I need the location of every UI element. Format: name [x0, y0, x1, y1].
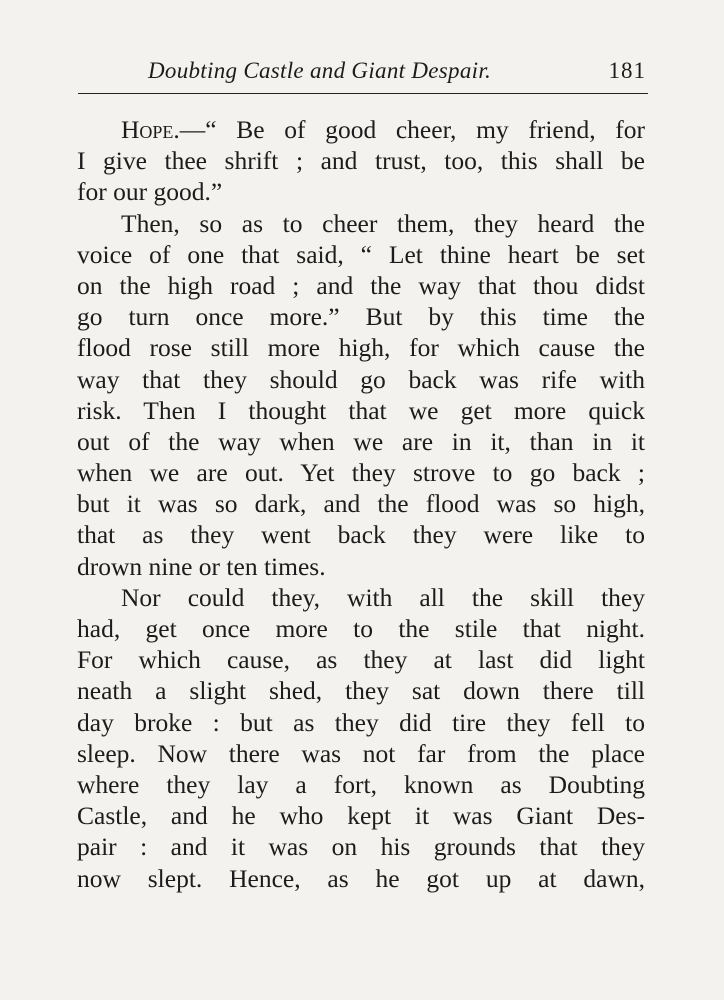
text-line: that as they went back they were like to: [77, 520, 645, 550]
text-line: sleep. Now there was not far from the place: [77, 738, 645, 768]
text-line: For which cause, as they at last did light: [77, 645, 645, 675]
text-line: for our good.”: [77, 177, 223, 207]
text-line: day broke : but as they did tire they fell to: [77, 707, 645, 737]
body-text: [77, 114, 645, 894]
text-line: go turn once more.” But by this time the: [77, 302, 645, 332]
running-title: Doubting Castle and Giant Despair.: [148, 58, 492, 83]
text-line: but it was so dark, and the flood was so high,: [77, 489, 645, 519]
text-line: flood rose still more high, for which cause the: [77, 333, 645, 363]
text-line: Castle, and he who kept it was Giant Des-: [77, 801, 645, 831]
page-number: 181: [608, 58, 646, 83]
text-line: [77, 114, 645, 145]
text-line: pair : and it was on his grounds that they: [77, 832, 645, 862]
text-line: had, get once more to the stile that night.: [77, 614, 645, 643]
running-head: [78, 58, 646, 88]
text-line: when we are out. Yet they strove to go back ;: [77, 458, 645, 488]
line-text: —“ Be of good cheer, my friend, for: [179, 115, 645, 144]
speaker-name: Hope.: [121, 115, 180, 144]
text-line: neath a slight shed, they sat down there till: [77, 676, 645, 706]
text-line: drown nine or ten times.: [77, 551, 326, 581]
text-line: I give thee shrift ; and trust, too, this shall be: [77, 146, 645, 176]
text-line: out of the way when we are in it, than in it: [77, 426, 645, 456]
text-line: risk. Then I thought that we get more quick: [77, 395, 645, 425]
paragraph-2: [77, 208, 645, 582]
text-line: Nor could they, with all the skill they: [121, 582, 645, 612]
text-line: voice of one that said, “ Let thine heart be set: [77, 239, 645, 269]
paragraph-1: [77, 114, 645, 208]
text-line: way that they should go back was rife with: [77, 364, 645, 394]
text-line: where they lay a fort, known as Doubting: [77, 769, 645, 799]
text-line: Then, so as to cheer them, they heard the: [121, 208, 645, 238]
text-line: now slept. Hence, as he got up at dawn,: [77, 863, 645, 893]
header-rule: [78, 93, 648, 94]
text-line: on the high road ; and the way that thou didst: [77, 270, 645, 300]
paragraph-3: [77, 582, 645, 894]
